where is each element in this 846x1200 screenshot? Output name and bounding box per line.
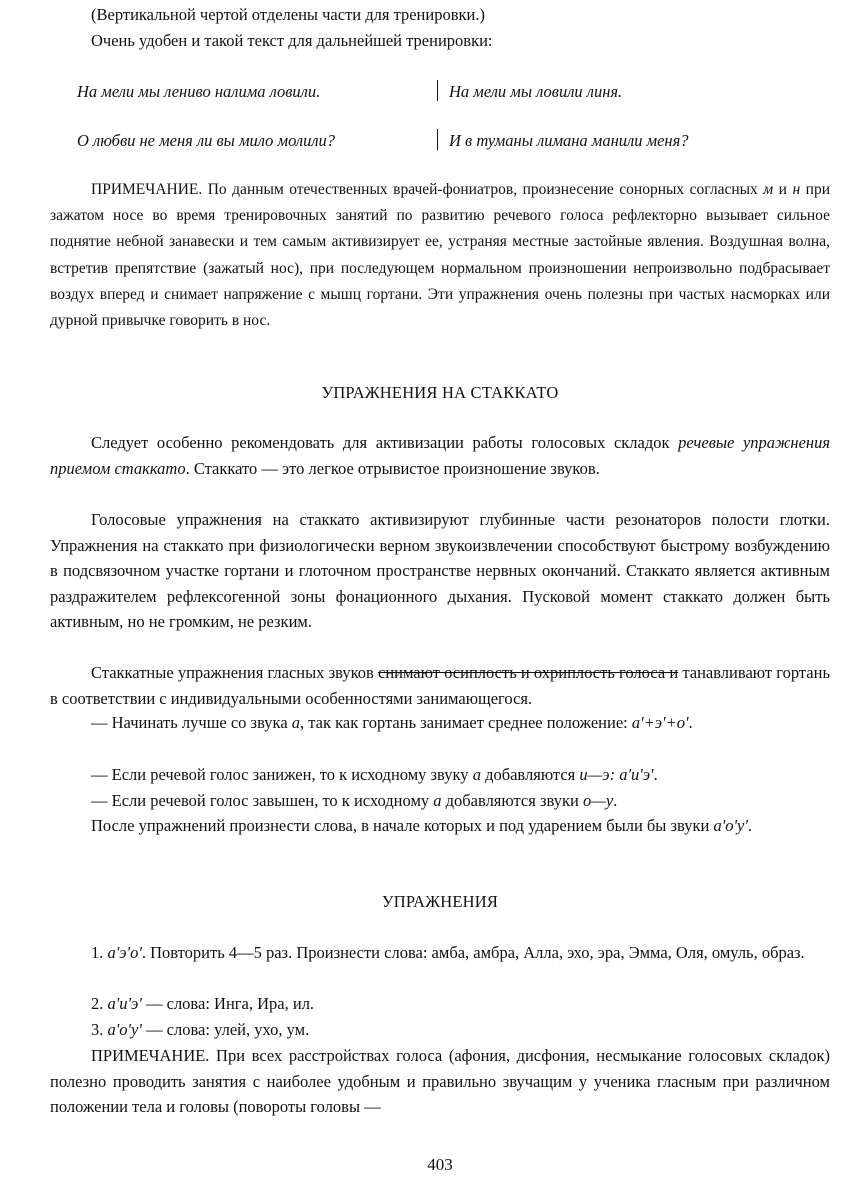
staccato-paragraph-3: Стаккатные упражнения гласных звуков снимают осиплость и охриплость голоса и танавливают гортань в соответствии с индивидуальными особенностями занимающегося. — [50, 663, 830, 708]
verse-2-left: О любви не меня ли вы мило молили? — [77, 131, 336, 150]
staccato-paragraph-5: — Если речевой голос занижен, то к исходному звуку а добавляются и—э: а'и'э'. — [91, 765, 658, 784]
staccato-paragraph-2: Голосовые упражнения на стаккато активизируют глубинные части резонаторов полости глотки. Упражнения на стаккато при физиологически верном звукоизвлечении способствуют быстрому возбуждению в подсвязочном участке гортани и глоточном пространстве нервных окончаний. Стаккато является активным раздражителем рефлексогенной зоны фонационного дыхания. Пусковой момент стаккато должен быть активным, но не громким, не резким. — [50, 510, 830, 631]
exercise-item-2: 2. а'и'э' — слова: Инга, Ира, ил. — [91, 994, 315, 1013]
exercise-item-1: 1. а'э'о'. Повторить 4—5 раз. Произнести слова: амба, амбра, Алла, эхо, эра, Эмма, Оля, омуль, образ. — [91, 943, 805, 962]
section-heading-exercises: УПРАЖНЕНИЯ — [381, 892, 499, 911]
verse-line-1 — [77, 79, 623, 105]
intro-line-2: Очень удобен и такой текст для дальнейшей тренировки: — [91, 31, 493, 50]
section-heading-staccato: УПРАЖНЕНИЯ НА СТАККАТО — [321, 383, 559, 402]
verse-1-right: На мели мы ловили линя. — [449, 82, 623, 101]
exercise-item-3: 3. а'о'у' — слова: улей, ухо, ум. — [91, 1020, 310, 1039]
staccato-paragraph-4: — Начинать лучше со звука а, так как гортань занимает среднее положение: а'+э'+о'. — [91, 713, 693, 732]
verse-2-right: И в туманы лимана манили меня? — [449, 131, 689, 150]
staccato-paragraph-1: Следует особенно рекомендовать для активизации работы голосовых складок речевые упражнения приемом стаккато. Стаккато — это легкое отрывистое произношение звуков. — [50, 433, 830, 478]
verse-divider — [437, 80, 438, 101]
verse-line-2 — [77, 128, 689, 154]
note-paragraph-1: ПРИМЕЧАНИЕ. По данным отечественных врачей-фониатров, произнесение сонорных согласных м и н при зажатом носе во время тренировочных занятий по развитию речевого голоса рефлекторно вызывает сильное поднятие небной занавески и тем самым активизирует ее, устраняя местные застойные явления. Воздушная волна, встретив препятствие (зажатый нос), при последующем нормальном произношении непроизвольно подбрасывает воздух вперед и снимает напряжение с мышц гортани. Эти упражнения очень полезны при частых насморках или дурной привычке говорить в нос. — [50, 181, 831, 330]
staccato-paragraph-6: — Если речевой голос завышен, то к исходному а добавляются звуки о—у. — [91, 791, 618, 810]
verse-1-left: На мели мы лениво налима ловили. — [77, 82, 321, 101]
page-number: 403 — [427, 1155, 453, 1174]
staccato-paragraph-7: После упражнений произнести слова, в начале которых и под ударением были бы звуки а'о'у'. — [91, 816, 753, 835]
document-page — [50, 0, 830, 1200]
intro-line-1: (Вертикальной чертой отделены части для тренировки.) — [91, 5, 485, 24]
note-paragraph-2: ПРИМЕЧАНИЕ. При всех расстройствах голоса (афония, дисфония, несмыкание голосовых складок) полезно проводить занятия с наиболее удобным и правильно звучащим у ученика гласным при различном положении тела и головы (повороты головы — — [50, 1046, 830, 1116]
verse-divider — [437, 129, 438, 150]
